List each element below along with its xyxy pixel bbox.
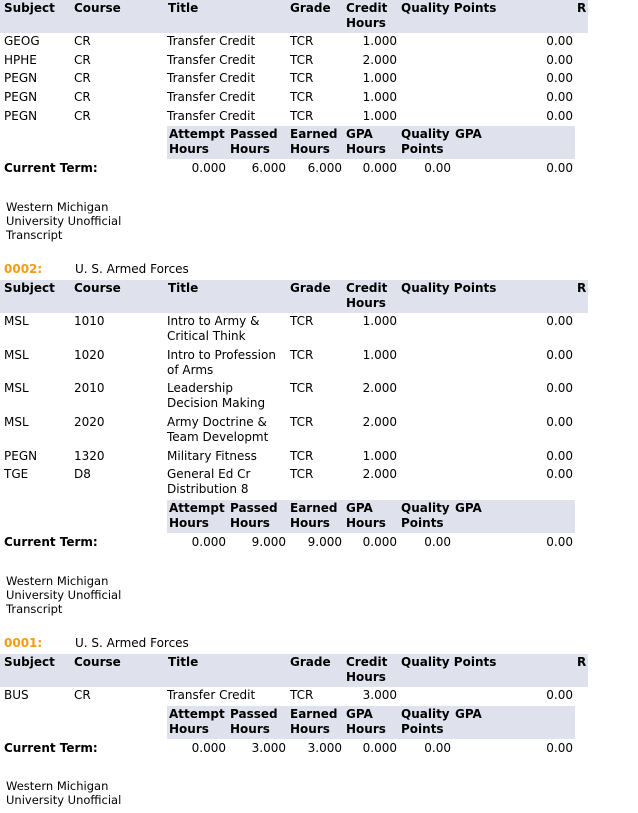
column-header-quality-points: Quality Points [401,1,497,15]
cell-grade: TCR [290,71,314,85]
total-gpa-hours: 0.000 [362,161,397,175]
summary-header-earned: Earned [290,501,338,515]
cell-quality-points: 0.00 [546,348,573,362]
column-header-credit-hours: Hours [346,16,386,30]
summary-header-quality: Quality [401,501,450,515]
cell-course: 1020 [74,348,105,362]
total-gpa-hours: 0.000 [362,535,397,549]
summary-header-gpa-value: GPA [455,127,482,141]
summary-header-quality: Quality [401,127,450,141]
cell-quality-points: 0.00 [546,90,573,104]
cell-credit-hours: 2.000 [362,415,397,429]
column-header-r: R [577,281,587,295]
cell-title: Army Doctrine & [167,415,267,429]
column-header-title: Title [168,281,199,295]
cell-title: Transfer Credit [167,109,256,123]
summary-header-gpa-hours: Hours [346,516,386,530]
cell-course: CR [74,688,91,702]
term-name: U. S. Armed Forces [75,262,189,276]
cell-credit-hours: 2.000 [362,53,397,67]
footer-line: University Unofficial [6,793,122,807]
total-gpa: 0.00 [546,161,573,175]
summary-header-passed-hours: Hours [230,142,270,156]
cell-quality-points: 0.00 [546,449,573,463]
column-header-r: R [577,1,587,15]
cell-subject: MSL [4,415,29,429]
cell-credit-hours: 3.000 [362,688,397,702]
total-quality-points: 0.00 [424,535,451,549]
total-quality-points: 0.00 [424,741,451,755]
cell-course: 2010 [74,381,105,395]
cell-credit-hours: 1.000 [362,348,397,362]
cell-credit-hours: 2.000 [362,381,397,395]
cell-grade: TCR [290,381,314,395]
cell-course: CR [74,71,91,85]
cell-subject: HPHE [4,53,37,67]
cell-subject: PEGN [4,90,38,104]
total-gpa: 0.00 [546,535,573,549]
total-passed-hours: 3.000 [251,741,286,755]
cell-grade: TCR [290,688,314,702]
summary-header-attempt-hours: Hours [169,516,209,530]
column-header-grade: Grade [290,281,331,295]
cell-title: Transfer Credit [167,53,256,67]
cell-title-line2: Distribution 8 [167,482,249,496]
column-header-subject: Subject [4,281,55,295]
cell-course: CR [74,53,91,67]
column-header-course: Course [74,281,121,295]
cell-subject: PEGN [4,71,38,85]
cell-title: Intro to Army & [167,314,260,328]
summary-header-earned: Earned [290,127,338,141]
footer-line: Western Michigan [6,574,109,588]
cell-grade: TCR [290,449,314,463]
total-attempt-hours: 0.000 [191,741,226,755]
current-term-label: Current Term: [4,161,98,175]
column-header-title: Title [168,655,199,669]
current-term-label: Current Term: [4,741,98,755]
footer-line: Western Michigan [6,200,109,214]
cell-course: 2020 [74,415,105,429]
column-header-credit-hours: Hours [346,670,386,684]
column-header-quality-points: Quality Points [401,655,497,669]
cell-credit-hours: 1.000 [362,71,397,85]
cell-credit-hours: 1.000 [362,314,397,328]
term-code: 0002: [4,262,43,276]
summary-header-attempt: Attempt [169,707,225,721]
cell-title: Military Fitness [167,449,257,463]
cell-grade: TCR [290,90,314,104]
column-header-credit: Credit [346,281,388,295]
cell-course: 1010 [74,314,105,328]
summary-header-passed: Passed [230,501,278,515]
column-header-quality-points: Quality Points [401,281,497,295]
summary-header-passed-hours: Hours [230,722,270,736]
total-quality-points: 0.00 [424,161,451,175]
cell-quality-points: 0.00 [546,314,573,328]
cell-course: D8 [74,467,91,481]
cell-subject: MSL [4,314,29,328]
footer-line: Transcript [6,602,63,616]
summary-header-gpa-hours: Hours [346,722,386,736]
cell-subject: MSL [4,348,29,362]
cell-course: CR [74,34,91,48]
column-header-title: Title [168,1,199,15]
footer-line: University Unofficial [6,588,122,602]
summary-header-attempt-hours: Hours [169,142,209,156]
term-name: U. S. Armed Forces [75,636,189,650]
cell-quality-points: 0.00 [546,53,573,67]
total-passed-hours: 9.000 [251,535,286,549]
cell-subject: BUS [4,688,29,702]
summary-header-gpa-value: GPA [455,501,482,515]
cell-grade: TCR [290,53,314,67]
current-term-label: Current Term: [4,535,98,549]
column-header-course: Course [74,1,121,15]
cell-credit-hours: 1.000 [362,90,397,104]
cell-title: Transfer Credit [167,688,256,702]
cell-course: CR [74,90,91,104]
summary-header-gpa: GPA [346,127,373,141]
summary-header-earned-hours: Hours [290,722,330,736]
footer-line: Transcript [6,228,63,242]
cell-subject: PEGN [4,449,38,463]
column-header-course: Course [74,655,121,669]
summary-header-quality-points: Points [401,516,444,530]
column-header-credit-hours: Hours [346,296,386,310]
cell-title-line2: Team Developmt [167,430,269,444]
cell-subject: PEGN [4,109,38,123]
cell-subject: TGE [4,467,29,481]
footer-line: University Unofficial [6,214,122,228]
cell-credit-hours: 1.000 [362,449,397,463]
summary-header-passed-hours: Hours [230,516,270,530]
total-attempt-hours: 0.000 [191,535,226,549]
cell-title-line2: Critical Think [167,329,246,343]
summary-header-gpa: GPA [346,707,373,721]
term-code: 0001: [4,636,43,650]
cell-title-line2: Decision Making [167,396,266,410]
summary-header-gpa: GPA [346,501,373,515]
summary-header-attempt-hours: Hours [169,722,209,736]
cell-grade: TCR [290,314,314,328]
summary-header-passed: Passed [230,707,278,721]
cell-quality-points: 0.00 [546,467,573,481]
cell-grade: TCR [290,415,314,429]
cell-title-line2: of Arms [167,363,214,377]
summary-header-earned-hours: Hours [290,516,330,530]
footer-line: Western Michigan [6,779,109,793]
total-gpa-hours: 0.000 [362,741,397,755]
total-earned-hours: 3.000 [307,741,342,755]
cell-quality-points: 0.00 [546,688,573,702]
cell-course: CR [74,109,91,123]
cell-title: Intro to Profession [167,348,276,362]
column-header-grade: Grade [290,655,331,669]
summary-header-attempt: Attempt [169,501,225,515]
cell-title: Transfer Credit [167,34,256,48]
cell-title: Leadership [167,381,233,395]
cell-quality-points: 0.00 [546,415,573,429]
total-earned-hours: 9.000 [307,535,342,549]
column-header-credit: Credit [346,655,388,669]
summary-header-earned: Earned [290,707,338,721]
cell-credit-hours: 1.000 [362,109,397,123]
summary-header-quality-points: Points [401,722,444,736]
column-header-grade: Grade [290,1,331,15]
total-gpa: 0.00 [546,741,573,755]
summary-header-gpa-hours: Hours [346,142,386,156]
column-header-credit: Credit [346,1,388,15]
summary-header-earned-hours: Hours [290,142,330,156]
cell-quality-points: 0.00 [546,71,573,85]
cell-credit-hours: 1.000 [362,34,397,48]
cell-credit-hours: 2.000 [362,467,397,481]
cell-subject: GEOG [4,34,40,48]
column-header-subject: Subject [4,655,55,669]
cell-quality-points: 0.00 [546,109,573,123]
cell-grade: TCR [290,467,314,481]
cell-title: Transfer Credit [167,90,256,104]
summary-header-gpa-value: GPA [455,707,482,721]
cell-quality-points: 0.00 [546,381,573,395]
total-earned-hours: 6.000 [307,161,342,175]
summary-header-quality: Quality [401,707,450,721]
cell-course: 1320 [74,449,105,463]
cell-grade: TCR [290,348,314,362]
cell-title: Transfer Credit [167,71,256,85]
cell-quality-points: 0.00 [546,34,573,48]
cell-grade: TCR [290,109,314,123]
column-header-r: R [577,655,587,669]
cell-subject: MSL [4,381,29,395]
total-passed-hours: 6.000 [251,161,286,175]
summary-header-quality-points: Points [401,142,444,156]
column-header-subject: Subject [4,1,55,15]
cell-grade: TCR [290,34,314,48]
cell-title: General Ed Cr [167,467,251,481]
summary-header-passed: Passed [230,127,278,141]
total-attempt-hours: 0.000 [191,161,226,175]
summary-header-attempt: Attempt [169,127,225,141]
